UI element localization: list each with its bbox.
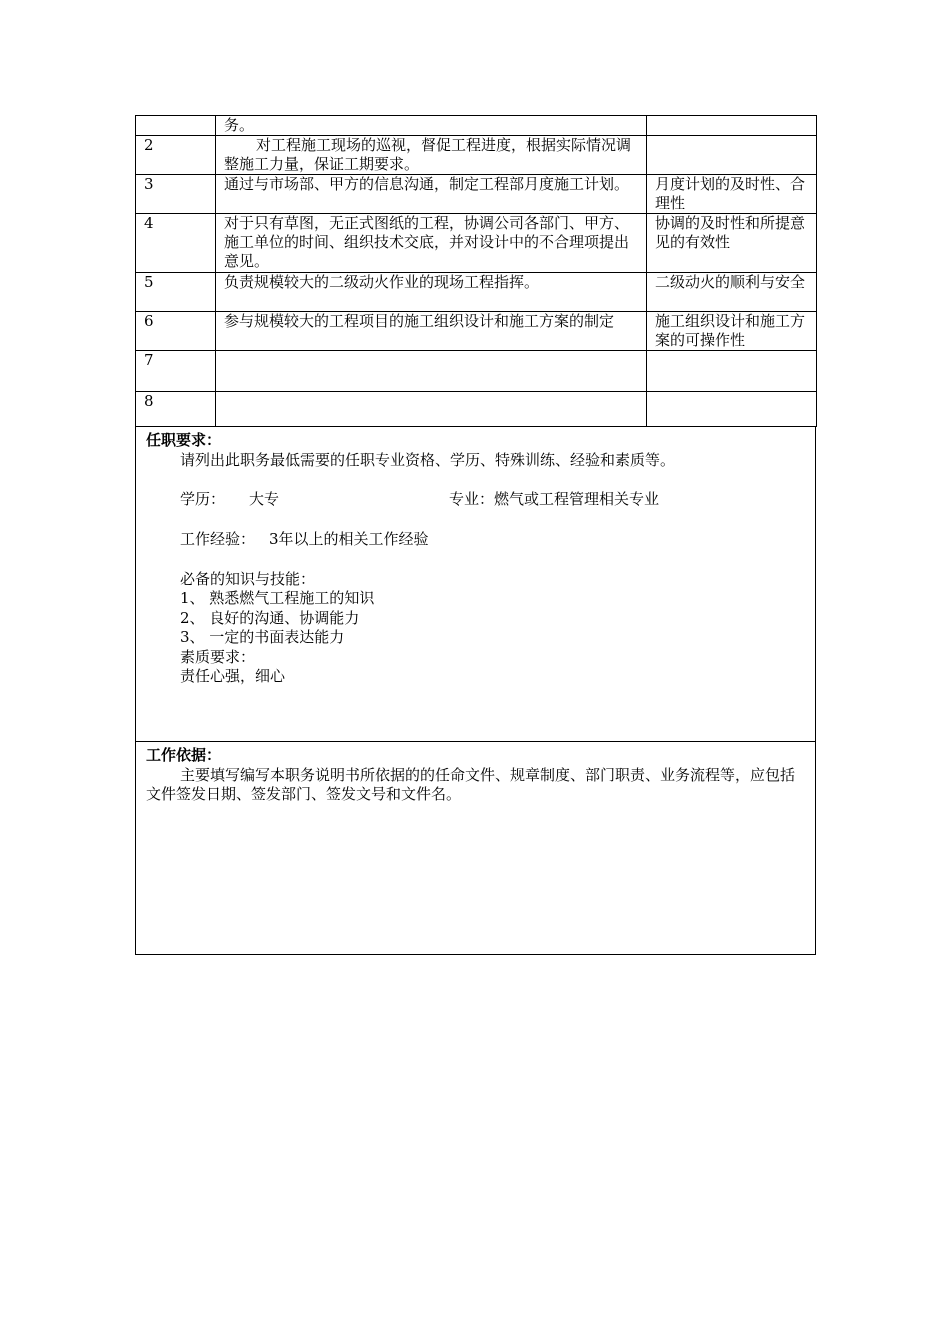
- duty-content: 通过与市场部、甲方的信息沟通，制定工程部月度施工计划。: [216, 175, 647, 214]
- table-row: [136, 273, 817, 312]
- row-number: 5: [136, 273, 216, 312]
- duty-kpi: 二级动火的顺利与安全: [647, 273, 817, 312]
- duty-content: 负责规模较大的二级动火作业的现场工程指挥。: [216, 273, 647, 312]
- experience-label: 工作经验：: [180, 530, 256, 548]
- table-row: [136, 392, 817, 427]
- row-number: 4: [136, 214, 216, 273]
- duty-content: 参与规模较大的工程项目的施工组织设计和施工方案的制定: [216, 312, 647, 351]
- duty-content: [216, 351, 647, 392]
- row-number: 7: [136, 351, 216, 392]
- table-row: [136, 116, 817, 136]
- skills-title: 必备的知识与技能：: [180, 569, 316, 588]
- education-label: 学历：: [180, 490, 226, 508]
- table-row: [136, 175, 817, 214]
- list-item: 1、 熟悉燃气工程施工的知识: [180, 589, 375, 607]
- education-value: 大专: [249, 490, 280, 508]
- row-number: 6: [136, 312, 216, 351]
- table-row: [136, 312, 817, 351]
- duty-kpi: 月度计划的及时性、合理性: [647, 175, 817, 214]
- education-major-line: [146, 490, 805, 510]
- major-label: 专业：: [449, 490, 495, 508]
- basis-section: [135, 742, 816, 955]
- row-number: 2: [136, 136, 216, 175]
- duty-kpi: [647, 392, 817, 427]
- duty-content: [216, 392, 647, 427]
- duty-kpi: 施工组织设计和施工方案的可操作性: [647, 312, 817, 351]
- duty-kpi: [647, 351, 817, 392]
- duties-table: [135, 115, 817, 427]
- requirements-title: 任职要求：: [146, 431, 222, 449]
- row-number: [136, 116, 216, 136]
- duty-content: 对于只有草图，无正式图纸的工程，协调公司各部门、甲方、施工单位的时间、组织技术交底，并对设计中的不合理项提出意见。: [216, 214, 647, 273]
- row-number: 8: [136, 392, 216, 427]
- job-description-sheet: [135, 115, 816, 955]
- table-row: [136, 351, 817, 392]
- list-item: 2、 良好的沟通、协调能力: [180, 608, 360, 627]
- quality-title: 素质要求：: [180, 647, 256, 666]
- table-row: [136, 136, 817, 175]
- duty-kpi: [647, 116, 817, 136]
- row-number: 3: [136, 175, 216, 214]
- duty-kpi: 协调的及时性和所提意见的有效性: [647, 214, 817, 273]
- experience-line: [146, 530, 805, 550]
- experience-value: 3年以上的相关工作经验: [269, 530, 429, 548]
- duty-kpi: [647, 136, 817, 175]
- duty-content: 务。: [216, 116, 647, 136]
- duty-content: 对工程施工现场的巡视，督促工程进度，根据实际情况调整施工力量，保证工期要求。: [216, 136, 647, 175]
- quality-value: 责任心强，细心: [180, 667, 286, 685]
- basis-title: 工作依据：: [146, 746, 222, 764]
- requirements-section: [135, 427, 816, 742]
- requirements-instruction: 请列出此职务最低需要的任职专业资格、学历、特殊训练、经验和素质等。: [180, 450, 676, 469]
- basis-text: 主要填写编写本职务说明书所依据的的任命文件、规章制度、部门职责、业务流程等，应包括文件签发日期、签发部门、签发文号和文件名。: [146, 765, 796, 803]
- major-value: 燃气或工程管理相关专业: [494, 490, 660, 508]
- list-item: 3、 一定的书面表达能力: [180, 628, 345, 646]
- table-row: [136, 214, 817, 273]
